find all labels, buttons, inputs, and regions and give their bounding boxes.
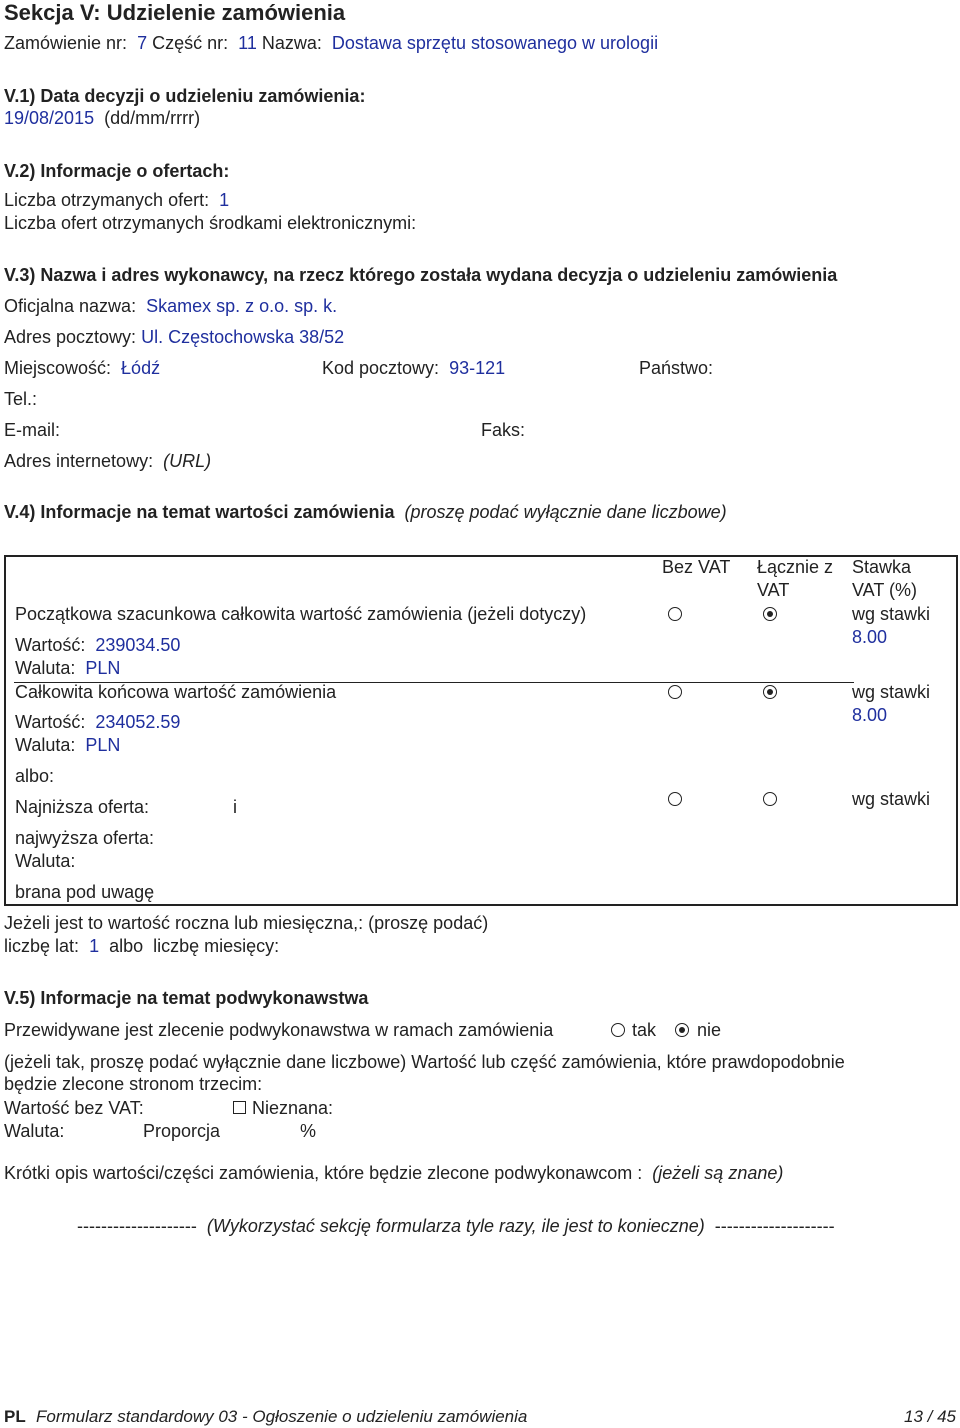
url-hint: (URL) bbox=[163, 451, 212, 471]
order-line bbox=[4, 33, 658, 55]
short-desc-hint: (jeżeli są znane) bbox=[652, 1163, 784, 1183]
url-line bbox=[4, 451, 211, 473]
short-desc-line bbox=[4, 1163, 783, 1185]
order-nr-label: Zamówienie nr: bbox=[4, 33, 128, 53]
city-line bbox=[4, 358, 160, 380]
address: Ul. Częstochowska 38/52 bbox=[141, 327, 345, 347]
final-currency-label: Waluta: bbox=[15, 735, 76, 755]
considered-label: brana pod uwagę bbox=[15, 882, 155, 902]
section-title: Sekcja V: Udzielenie zamówienia bbox=[4, 0, 346, 25]
initial-value-label: Początkowa szacunkowa całkowita wartość zamówienia (jeżeli dotyczy) bbox=[15, 604, 587, 624]
col-stawka-2: VAT (%) bbox=[852, 580, 918, 600]
v3-heading: V.3) Nazwa i adres wykonawcy, na rzecz którego została wydana decyzja o udzieleniu zamówienia bbox=[4, 265, 838, 285]
url-label: Adres internetowy: bbox=[4, 451, 154, 471]
email-label: E-mail: bbox=[4, 420, 61, 440]
offers-received-line bbox=[4, 190, 229, 212]
col-bez-vat: Bez VAT bbox=[662, 557, 731, 577]
date-format: (dd/mm/rrrr) bbox=[104, 108, 201, 128]
initial-currency-line bbox=[15, 658, 120, 680]
city-label: Miejscowość: bbox=[4, 358, 112, 378]
footer-form: Formularz standardowy 03 - Ogłoszenie o udzieleniu zamówienia bbox=[36, 1407, 528, 1426]
annual-label: Jeżeli jest to wartość roczna lub miesięczna,: (proszę podać) bbox=[4, 913, 489, 933]
zip: 93-121 bbox=[449, 358, 506, 378]
range-bez-vat-radio[interactable] bbox=[668, 792, 682, 806]
col-lacznie-1: Łącznie z bbox=[757, 557, 834, 577]
offers-received: 1 bbox=[219, 190, 230, 210]
subcontract-tak-label: tak bbox=[632, 1020, 657, 1040]
subcontract-currency-label: Waluta: bbox=[4, 1121, 65, 1141]
initial-currency: PLN bbox=[85, 658, 121, 678]
short-desc-label: Krótki opis wartości/części zamówienia, które będzie zlecone podwykonawcom : bbox=[4, 1163, 643, 1183]
initial-bez-vat-radio[interactable] bbox=[668, 607, 682, 621]
unknown-checkbox[interactable] bbox=[233, 1101, 246, 1114]
initial-rate: 8.00 bbox=[852, 627, 888, 647]
v1-heading: V.1) Data decyzji o udzieleniu zamówienia: bbox=[4, 86, 366, 106]
final-rate-label: wg stawki bbox=[852, 682, 931, 702]
subcontract-nie-label: nie bbox=[697, 1020, 722, 1040]
zip-label: Kod pocztowy: bbox=[322, 358, 440, 378]
final-currency: PLN bbox=[85, 735, 121, 755]
years: 1 bbox=[89, 936, 100, 956]
subcontract-note-line1: (jeżeli tak, proszę podać wyłącznie dane liczbowe) Wartość lub część zamówienia, które prawdopodobnie bbox=[4, 1052, 845, 1072]
zip-line bbox=[322, 358, 505, 380]
v5-heading: V.5) Informacje na temat podwykonawstwa bbox=[4, 988, 369, 1008]
footer-lang: PL bbox=[4, 1407, 26, 1426]
country-label: Państwo: bbox=[639, 358, 714, 378]
official-name-line bbox=[4, 296, 337, 318]
years-line bbox=[4, 936, 279, 958]
final-value-line bbox=[15, 712, 180, 734]
proportion-label: Proporcja bbox=[143, 1121, 221, 1141]
footer-page: 13 / 45 bbox=[904, 1407, 956, 1426]
subcontract-nie-radio[interactable] bbox=[675, 1023, 689, 1037]
range-lacznie-vat-radio[interactable] bbox=[763, 792, 777, 806]
and-label: i bbox=[233, 797, 237, 817]
offers-received-label: Liczba otrzymanych ofert: bbox=[4, 190, 210, 210]
v4-heading: V.4) Informacje na temat wartości zamówienia bbox=[4, 502, 395, 522]
repeat-dashes-right: -------------------- bbox=[714, 1216, 835, 1236]
col-lacznie-2: VAT bbox=[757, 580, 790, 600]
initial-value: 239034.50 bbox=[95, 635, 181, 655]
address-line bbox=[4, 327, 344, 349]
range-rate-label: wg stawki bbox=[852, 789, 931, 809]
months-label: liczbę miesięcy: bbox=[153, 936, 280, 956]
subcontract-value-label: Wartość bez VAT: bbox=[4, 1098, 144, 1118]
col-stawka-1: Stawka bbox=[852, 557, 912, 577]
highest-offer-label: najwyższa oferta: bbox=[15, 828, 155, 848]
final-bez-vat-radio[interactable] bbox=[668, 685, 682, 699]
official-name-label: Oficjalna nazwa: bbox=[4, 296, 137, 316]
final-lacznie-vat-radio[interactable] bbox=[763, 685, 777, 699]
years-label: liczbę lat: bbox=[4, 936, 80, 956]
lowest-offer-label: Najniższa oferta: bbox=[15, 797, 150, 817]
decision-date: 19/08/2015 bbox=[4, 108, 95, 128]
initial-lacznie-vat-radio[interactable] bbox=[763, 607, 777, 621]
official-name: Skamex sp. z o.o. sp. k. bbox=[146, 296, 338, 316]
tel-label: Tel.: bbox=[4, 389, 38, 409]
final-value: 234052.59 bbox=[95, 712, 181, 732]
order-part: 11 bbox=[238, 33, 257, 53]
offers-electronic-label: Liczba ofert otrzymanych środkami elektronicznymi: bbox=[4, 213, 417, 233]
repeat-note bbox=[77, 1216, 835, 1238]
v2-heading: V.2) Informacje o ofertach: bbox=[4, 161, 230, 181]
or-label: albo: bbox=[15, 766, 55, 786]
city: Łódź bbox=[121, 358, 161, 378]
decision-date-line bbox=[4, 108, 200, 130]
final-value-field-label: Wartość: bbox=[15, 712, 86, 732]
fax-label: Faks: bbox=[481, 420, 526, 440]
initial-currency-label: Waluta: bbox=[15, 658, 76, 678]
percent-sign: % bbox=[300, 1121, 317, 1141]
subcontract-note-line2: będzie zlecone stronom trzecim: bbox=[4, 1074, 263, 1094]
order-nr: 7 bbox=[137, 33, 148, 53]
initial-value-field-label: Wartość: bbox=[15, 635, 86, 655]
initial-rate-label: wg stawki bbox=[852, 604, 931, 624]
final-value-label: Całkowita końcowa wartość zamówienia bbox=[15, 682, 337, 702]
range-currency-label: Waluta: bbox=[15, 851, 76, 871]
repeat-text: (Wykorzystać sekcję formularza tyle razy, ile jest to konieczne) bbox=[206, 1216, 705, 1236]
repeat-dashes-left: -------------------- bbox=[77, 1216, 197, 1236]
v4-hint: (proszę podać wyłącznie dane liczbowe) bbox=[404, 502, 727, 522]
v4-heading-line bbox=[4, 502, 727, 524]
or-word: albo bbox=[109, 936, 144, 956]
address-label: Adres pocztowy: bbox=[4, 327, 137, 347]
unknown-label: Nieznana: bbox=[252, 1098, 334, 1118]
order-name-label: Nazwa: bbox=[261, 33, 322, 53]
subcontract-planned-label: Przewidywane jest zlecenie podwykonawstwa w ramach zamówienia bbox=[4, 1020, 554, 1040]
subcontract-tak-radio[interactable] bbox=[611, 1023, 625, 1037]
initial-value-line bbox=[15, 635, 180, 657]
final-currency-line bbox=[15, 735, 120, 757]
final-rate: 8.00 bbox=[852, 705, 888, 725]
order-name: Dostawa sprzętu stosowanego w urologii bbox=[331, 33, 659, 53]
order-part-label: Część nr: bbox=[152, 33, 229, 53]
